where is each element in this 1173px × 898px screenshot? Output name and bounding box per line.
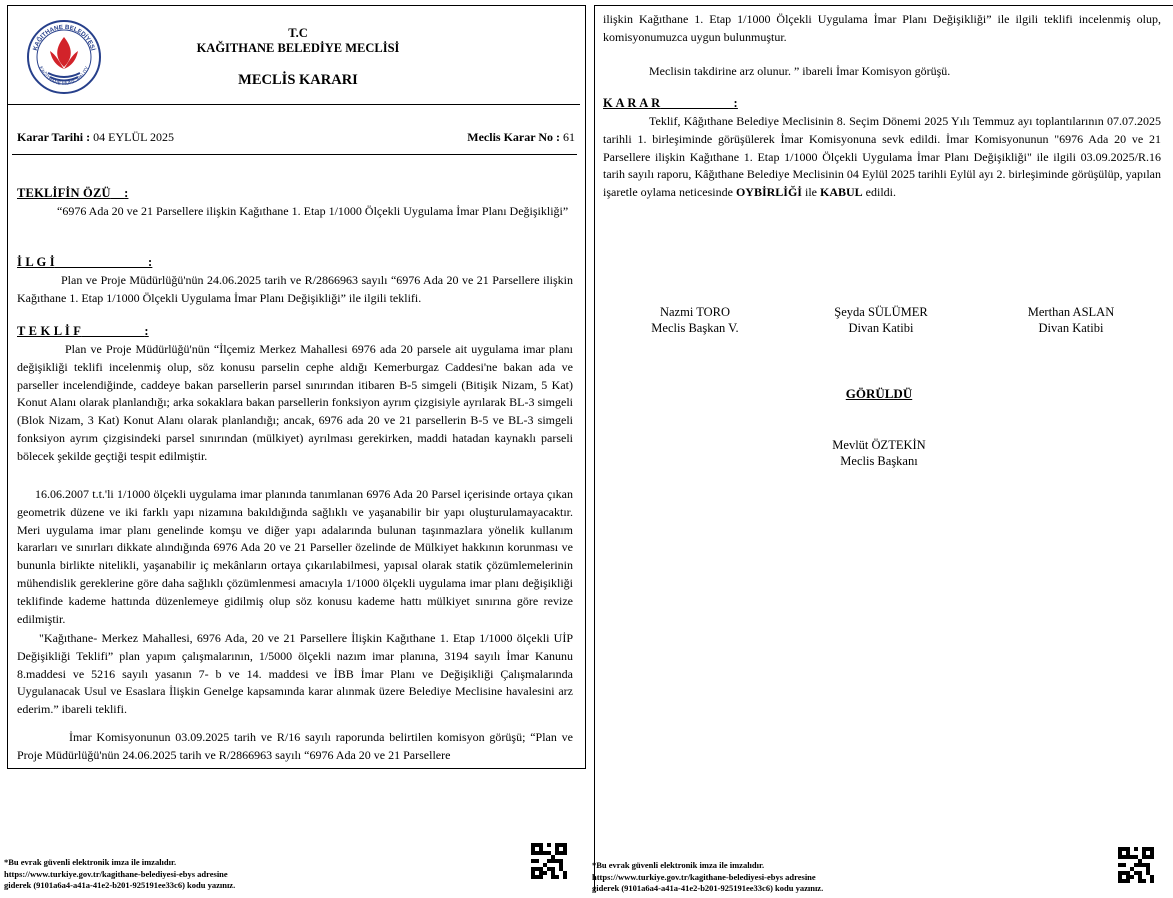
teklif-paragraph-4: İmar Komisyonunun 03.09.2025 tarih ve R/16 sayılı raporunda belirtilen komisyon görüşü; “Plan ve Proje Müdürlüğü'nün 24.06.2025 tarih ve R/2866963 sayılı “6976 Ada 20 ve 21 Parsellere <box>17 730 573 762</box>
header-tc: T.C <box>288 26 308 40</box>
signature-chair-deputy: Nazmi TORO Meclis Başkan V. <box>651 305 739 335</box>
header-divider <box>8 104 580 105</box>
right-footer-note: *Bu evrak güvenli elektronik imza ile imzalıdır. https://www.turkiye.gov.tr/kagithane-belediyesi-ebys adresine giderek (9101a6a4-a41a-41e2-b201-925191ee33c6) kodu yazınız. <box>592 860 824 893</box>
qr-code-right <box>1118 847 1154 883</box>
municipality-logo <box>26 19 102 95</box>
right-page <box>594 5 1173 891</box>
header-council: KAĞITHANE BELEDİYE MECLİSİ <box>196 41 400 55</box>
left-footer-note: *Bu evrak güvenli elektronik imza ile imzalıdır. https://www.turkiye.gov.tr/kagithane-belediyesi-ebys adresine giderek (9101a6a4-a41a-41e2-b201-925191ee33c6) kodu yazınız. <box>4 857 236 890</box>
svg-text:KAĞITHANE MUNICIPALITY: KAĞITHANE MUNICIPALITY <box>37 65 91 88</box>
signature-mayor: Mevlüt ÖZTEKİN Meclis Başkanı <box>832 438 926 468</box>
meta-divider <box>12 154 577 155</box>
decision-date: Karar Tarihi : 04 EYLÜL 2025 <box>17 130 175 144</box>
seen-label: GÖRÜLDÜ <box>845 386 913 401</box>
commission-continuation: ilişkin Kağıthane 1. Etap 1/1000 Ölçekli Uygulama İmar Planı Değişikliği” ile ilgili teklifi incelenmiş olup, komisyonumuzca uygun bulunmuştur. <box>603 12 1161 44</box>
svg-text:KAĞITHANE BELEDİYESİ: KAĞITHANE BELEDİYESİ <box>31 23 97 52</box>
page-title: MECLİS KARARI <box>238 72 358 88</box>
left-page <box>7 5 586 769</box>
summary-heading: TEKLİFİN ÖZÜ : <box>17 186 129 200</box>
ilgi-text: Plan ve Proje Müdürlüğü'nün 24.06.2025 tarih ve R/2866963 sayılı “6976 Ada 20 ve 21 Parsellere ilişkin Kağıthane 1. Etap 1/1000 Ölçekli Uygulama İmar Planı Değişikliği” ile ilgili teklifi. <box>17 273 573 305</box>
signature-secretary-1: Şeyda SÜLÜMER Divan Katibi <box>834 305 928 335</box>
karar-heading: K A R A R : <box>603 96 738 110</box>
qr-code-left <box>531 843 567 879</box>
teklif-heading: T E K L İ F : <box>17 324 149 338</box>
teklif-paragraph-2: 16.06.2007 t.t.'li 1/1000 ölçekli uygulama imar planında tanımlanan 6976 Ada 20 Parsel içerisinde ortaya çıkan geometrik düzene ve iki farklı yapı nizamına bakıldığında sağlıklı ve yaşanabilir bir yapı oluşturulamayacaktır. Meri uygulama imar planı genelinde komşu ve diğer yapı adalarında bulunan taşınmazlara yönelik kullanım kararları ve sınırları dikkate alındığında 6976 Ada 20 ve 21 Parseller özelinde de Mülkiyet hakkının korunması ve bununla birlikte nitelikli, yaşanabilir iç mekânların ortaya çıkarılabilmesi, yapısal olarak statik çözümlemelerinin mühendislik gereklerine göre daha sağlıklı çözümlenmesi amacıyla 1/1000 ölçekli uygulama imar planı değişikliği teklifinde kademe hattında düzenlemeye gidilmiş olup söz konusu kademe hattı mülkiyet sınırına göre revize edilmiştir. <box>17 487 573 626</box>
teklif-paragraph-1: Plan ve Proje Müdürlüğü'nün “İlçemiz Merkez Mahallesi 6976 ada 20 parsele ait uygulama imar planı değişikliği teklifi incelenmiş olup, söz konusu parselin cephe aldığı Kemerburgaz Caddesi'ne bakan ada ve parseller incelendiğinde, caddeye bakan parsellerin parsel sınırından itibaren B-5 simgeli (Bitişik Nizam, 5 Kat) Konut Alanı olarak planlandığı; arka sokaklara bakan parsellerin fonksiyon ayrım çizgisiyle ayrılarak BL-3 simgeli (Blok Nizam, 3 Kat) Konut Alanı olarak planlandığı; ancak, 6976 ada 20 ve 21 parsellerin B-5 ve BL-3 simgeli fonksiyon ayrım çizgisindeki parsel sınırından (mülkiyet) ayrılması gerekirken, maddi hatadan kaynaklı parseli bölecek şekilde geçtiği tespit edilmiştir. <box>17 342 573 463</box>
karar-text: Teklif, Kâğıthane Belediye Meclisinin 8. Seçim Dönemi 2025 Yılı Temmuz ayı toplantılarının 07.07.2025 tarihli 1. birleşiminde görüşülerek İmar Komisyonuna sevk edildi. İmar Komisyonunun "6976 Ada 20 ve 21 Parsellere ilişkin Kağıthane 1. Etap 1/1000 Ölçekli Uygulama İmar Planı Değişikliği" ile ilgili 03.09.2025/R.16 tarih sayılı raporu, Kâğıthane Belediye Meclisinin 04 Eylül 2025 tarihli Eylül ayı 2. birleşiminde görüşülüp, yapılan işaretle oylama neticesinde OYBİRLİĞİ ile KABUL edildi. <box>603 114 1161 200</box>
signature-secretary-2: Merthan ASLAN Divan Katibi <box>1027 305 1115 335</box>
decision-number: Meclis Karar No : 61 <box>467 130 575 144</box>
teklif-paragraph-3: "Kağıthane- Merkez Mahallesi, 6976 Ada, 20 ve 21 Parsellere İlişkin Kağıthane 1. Etap 1/1000 ölçekli UİP Değişikliği Teklifi” plan yapım çalışmalarının, 1/5000 ölçekli nazım imar planına, 3194 sayılı İmar Kanunu 8.maddesi ve 5216 sayılı yasanın 7- b ve 14. maddesi ve İBB İmar Planı ve Değişikliği Çalışmalarında Uygulanacak Usul ve Esaslara İlişkin Genelge kapsamında karar alınmak üzere Belediye Meclisine havalesini arz ederim.” ibareli teklifi. <box>17 631 573 717</box>
commission-conclusion: Meclisin takdirine arz olunur. ” ibareli İmar Komisyon görüşü. <box>649 64 951 78</box>
ilgi-heading: İ L G İ : <box>17 255 153 269</box>
summary-text: “6976 Ada 20 ve 21 Parsellere ilişkin Kağıthane 1. Etap 1/1000 Ölçekli Uygulama İmar Planı Değişikliği” <box>57 204 569 218</box>
